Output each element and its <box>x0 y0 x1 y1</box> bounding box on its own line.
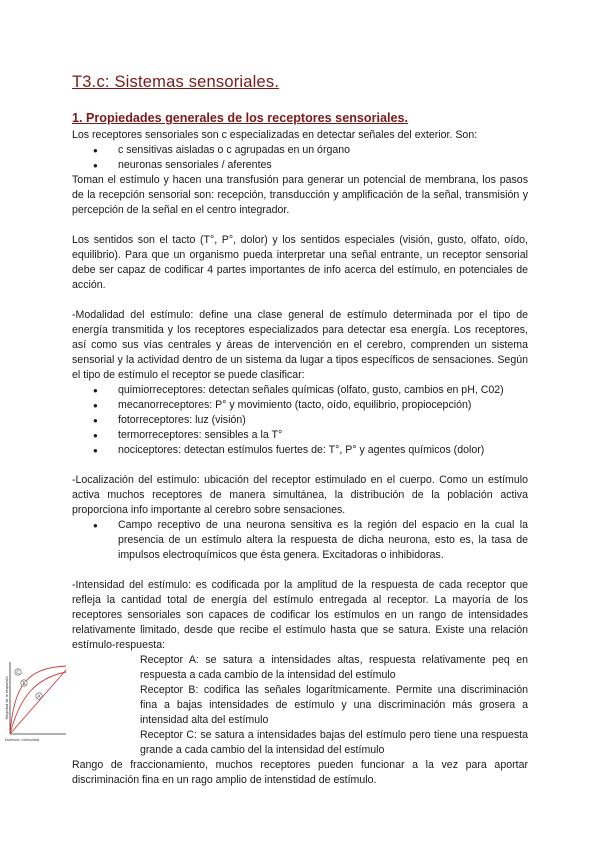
receptor-descriptions <box>140 653 528 758</box>
list-item: ● mecanorreceptores: P° y movimiento (tacto, oído, equilibrio, propiocepción) <box>118 398 528 413</box>
list-item: ● fotorreceptores: luz (visión) <box>118 413 528 428</box>
list-item: ● quimiorreceptores: detectan señales químicas (olfato, gusto, cambios en pH, C02) <box>118 383 528 398</box>
list-item: ● termorreceptores: sensibles a la T° <box>118 428 528 443</box>
modality-paragraph: -Modalidad del estímulo: define una clase general de estímulo determinada por el tipo de energía transmitida y los receptores especializados para detectar esa energía. Los receptores, así como sus vías centrales y áreas de intervención en el cerebro, comprenden un sistema sensorial y la actividad dentro de un sistema da lugar a tipos específicos de sensaciones. Según el tipo de estímulo el receptor se puede clasificar: <box>72 309 528 381</box>
list-item: ● neuronas sensoriales / aferentes <box>118 158 528 173</box>
page-title: T3.c: Sistemas sensoriales. <box>72 73 280 91</box>
senses-paragraph: Los sentidos son el tacto (T°, P°, dolor) y los sentidos especiales (visión, gusto, olfato, oído, equilibrio). Para que un organismo pueda interpretar una señal entrante, un receptor sensorial debe ser capaz de codificar 4 partes importantes de info acerca del estímulo, en potenciales de acción. <box>72 234 528 291</box>
section-heading: 1. Propiedades generales de los receptores sensoriales. <box>72 111 408 125</box>
fraction-range-paragraph: Rango de fraccionamiento, muchos receptores pueden funcionar a la vez para aportar discriminación fina en un rago amplio de intenstidad de estímulo. <box>72 759 528 786</box>
list-item: ● Campo receptivo de una neurona sensitiva es la región del espacio en la cual la presencia de un estímulo altera la respuesta de dicha neurona, esto es, la tasa de impulsos electroquímicos que ésta genera. Excitadoras o inhibidoras. <box>118 518 528 563</box>
intro-paragraph: Los receptores sensoriales son c especializadas en detectar señales del exterior. Son: <box>72 129 478 141</box>
transduction-paragraph: Toman el estímulo y hacen una transfusión para generar un potencial de membrana, los pasos de la recepción sensorial son: recepción, transducción y amplificación de la señal, transmisión y percepción de la señal en el centro integrador. <box>72 174 528 216</box>
curve-a <box>10 670 66 734</box>
curve-label-b: B <box>22 682 26 687</box>
receptor-a-text: Receptor A: se satura a intensidades altas, respuesta relativamente peq en respuesta a cada cambio de la intensidad del estímulo <box>140 654 528 681</box>
location-list <box>72 518 528 563</box>
intensity-paragraph: -Intensidad del estímulo: es codificada por la amplitud de la respuesta de cada receptor que refleja la cantidad total de energía del estímulo entregada al receptor. La mayoría de los receptores sensoriales son capaces de codificar los estímulos en un rango de intensidades relativamente limitado, desde que recibe el estímulo hasta que se satura. Existe una relación estímulo-respuesta: <box>72 579 528 651</box>
receptor-b-text: Receptor B: codifica las señales logarítmicamente. Permite una discriminación fina a bajas intensidades de estímulo y una discriminación más grosera a intensidad alta del estímulo <box>140 684 528 726</box>
modality-list <box>72 383 528 458</box>
intro-list <box>72 143 528 173</box>
section-body <box>4 128 528 788</box>
receptor-c-text: Receptor C: se satura a intensidades bajas del estímulo pero tiene una respuesta grande a cada cambio del la intensidad del estímulo <box>140 729 528 756</box>
curve-label-a: A <box>37 695 41 700</box>
list-item: ● nociceptores: detectan estímulos fuertes de: T°, P° y agentes químicos (dolor) <box>118 443 528 458</box>
curve-label-c: C <box>16 671 20 676</box>
y-axis-label: Magnitud de la respuesta <box>5 676 9 720</box>
location-paragraph: -Localización del estímulo: ubicación del receptor estimulado en el cuerpo. Como un estímulo activa muchos receptores de manera simultánea, la distribución de la población activa proporciona info importante al cerebro sobre sensaciones. <box>72 474 528 516</box>
list-item: ● c sensitivas aisladas o c agrupadas en un órgano <box>118 143 528 158</box>
x-axis-label: Estímulo: intensidad <box>4 738 40 742</box>
stimulus-response-graph <box>4 656 68 746</box>
stimulus-response-block <box>4 653 528 758</box>
stimulus-response-figure <box>4 656 68 746</box>
